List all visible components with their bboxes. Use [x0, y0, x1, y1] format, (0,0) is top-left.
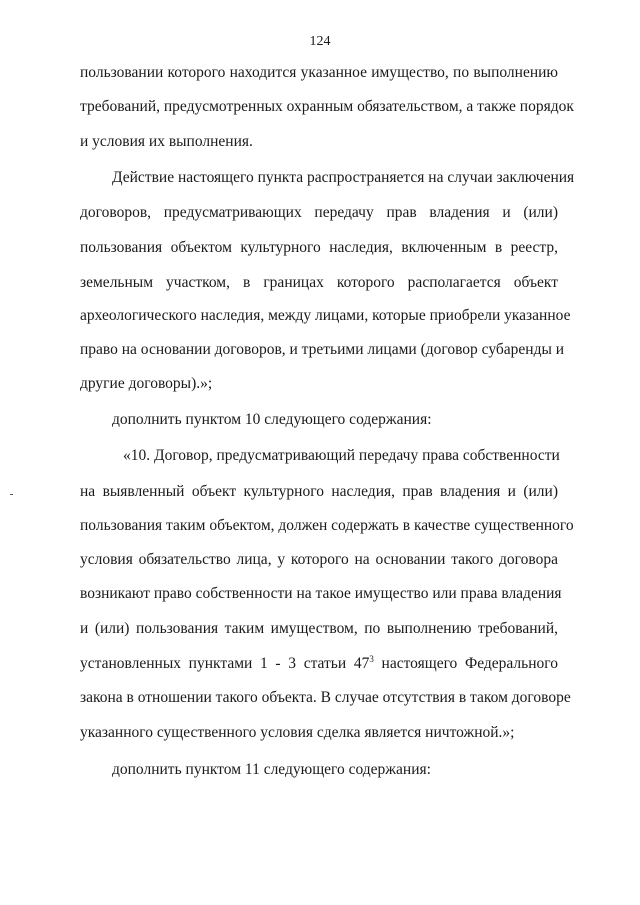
text-line: условия обязательство лица, у которого на основании такого договора [80, 551, 558, 568]
margin-mark [10, 494, 13, 495]
text-line: возникают право собственности на такое имущество или права владения [80, 585, 562, 602]
text-line: на выявленный объект культурного наследия, прав владения и (или) [80, 483, 558, 500]
text-line: договоров, предусматривающих передачу прав владения и (или) [80, 204, 558, 221]
text-line: «10. Договор, предусматривающий передачу права собственности [123, 447, 560, 464]
text-segment: настоящего Федерального [373, 655, 558, 672]
text-line: и (или) пользования таким имуществом, по выполнению требований, [80, 620, 558, 637]
text-line: Действие настоящего пункта распространяется на случаи заключения [112, 169, 575, 186]
superscript: 3 [369, 654, 374, 664]
text-line-with-superscript [80, 654, 558, 674]
text-line: право на основании договоров, и третьими лицами (договор субаренды и [80, 341, 565, 358]
text-line: дополнить пунктом 10 следующего содержания: [112, 411, 432, 428]
text-segment: установленных пунктами 1 - 3 статьи 47 [80, 655, 370, 672]
text-line: пользования объектом культурного наследия, включенным в реестр, [80, 239, 558, 256]
text-line: другие договоры).»; [80, 375, 213, 392]
text-line: требований, предусмотренных охранным обязательством, а также порядок [80, 98, 574, 115]
text-line: земельным участком, в границах которого располагается объект [80, 274, 558, 291]
text-line: закона в отношении такого объекта. В случае отсутствия в таком договоре [80, 689, 571, 706]
text-line: и условия их выполнения. [80, 133, 253, 150]
text-line: указанного существенного условия сделка является ничтожной.»; [80, 724, 515, 741]
page-number: 124 [309, 34, 331, 49]
text-line: археологического наследия, между лицами, которые приобрели указанное [80, 307, 571, 324]
text-line: пользования таким объектом, должен содержать в качестве существенного [80, 517, 574, 534]
text-line: пользовании которого находится указанное имущество, по выполнению [80, 64, 558, 81]
text-line: дополнить пунктом 11 следующего содержания: [112, 761, 431, 778]
